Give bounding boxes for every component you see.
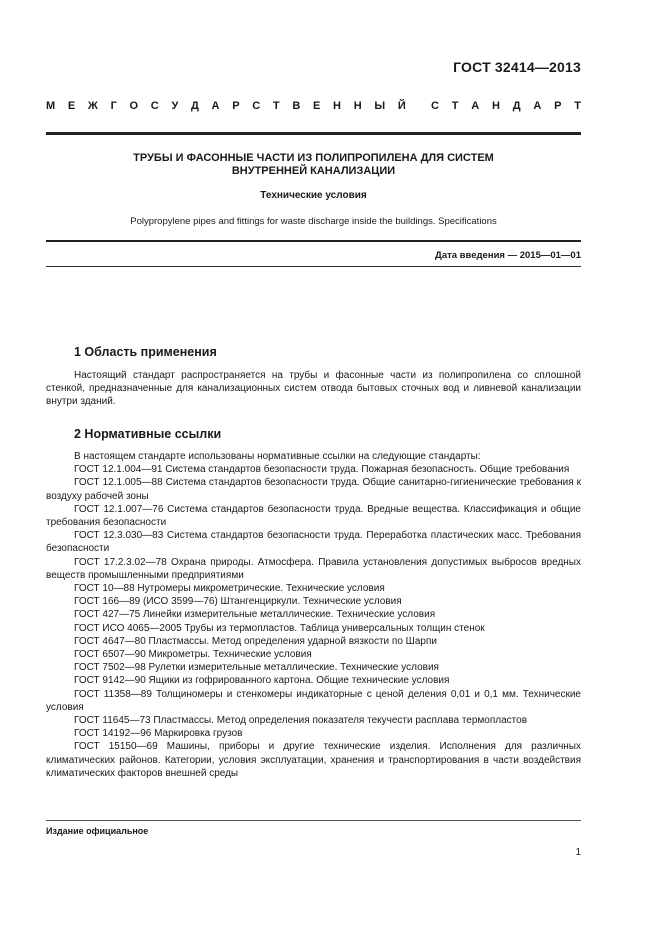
banner-letter: У xyxy=(171,100,179,112)
official-edition-label: Издание официальное xyxy=(46,826,149,836)
references-list xyxy=(46,450,581,780)
standard-number: ГОСТ 32414—2013 xyxy=(453,59,581,75)
introduction-date: Дата введения — 2015—01—01 xyxy=(435,250,581,261)
reference-item: ГОСТ 17.2.3.02—78 Охрана природы. Атмосфера. Правила установления допустимых выбросов вредных веществ промышленными предприятиями xyxy=(46,556,581,581)
banner-letter: Й xyxy=(397,100,406,112)
title-line-1: ТРУБЫ И ФАСОННЫЕ ЧАСТИ ИЗ ПОЛИПРОПИЛЕНА ДЛЯ СИСТЕМ xyxy=(133,152,494,164)
document-title xyxy=(46,152,581,178)
reference-item: ГОСТ 6507—90 Микрометры. Технические условия xyxy=(74,649,312,661)
banner-letter: В xyxy=(292,100,301,112)
banner-letter: Н xyxy=(353,100,362,112)
banner-letter: Н xyxy=(333,100,341,112)
reference-item: ГОСТ 12.1.007—76 Система стандартов безопасности труда. Вредные вещества. Классификация и общие требования безопасности xyxy=(46,503,581,529)
banner-letter: Е xyxy=(67,100,76,112)
title-line-2: ВНУТРЕННЕЙ КАНАЛИЗАЦИИ xyxy=(231,165,396,177)
banner-letter: Т xyxy=(574,100,581,112)
banner-letter: Ы xyxy=(374,100,386,112)
reference-item: ГОСТ 10—88 Нутромеры микрометрические. Технические условия xyxy=(74,583,385,595)
reference-item: ГОСТ 15150—69 Машины, приборы и другие технические изделия. Исполнения для различных климатических районов. Категории, условия эксплуатации, хранения и транспортирования в части воздействия климатических факторов внешней среды xyxy=(46,741,581,779)
standard-banner xyxy=(46,100,581,112)
banner-letter: М xyxy=(46,100,56,112)
banner-letter: А xyxy=(211,100,220,112)
banner-letter: Е xyxy=(313,100,321,112)
section-1-text xyxy=(46,369,581,409)
banner-letter: А xyxy=(471,100,480,112)
reference-item: ГОСТ ИСО 4065—2005 Трубы из термопластов. Таблица универсальных толщин стенок xyxy=(74,622,485,634)
date-divider xyxy=(46,266,581,267)
banner-letter: Т xyxy=(272,100,280,112)
banner-word-interstate xyxy=(46,100,406,112)
banner-letter: А xyxy=(533,100,542,112)
reference-item: ГОСТ 11645—73 Пластмассы. Метод определения показателя текучести расплава термопластов xyxy=(74,715,528,727)
banner-letter: Г xyxy=(110,100,117,112)
banner-letter: Т xyxy=(451,100,459,112)
title-divider xyxy=(46,240,581,242)
banner-letter: С xyxy=(431,100,439,112)
reference-item: ГОСТ 11358—89 Толщиномеры и стенкомеры индикаторные с ценой деления 0,01 и 0,1 мм. Технические условия xyxy=(46,688,581,713)
header-divider xyxy=(46,132,581,135)
english-title: Polypropylene pipes and fittings for waste discharge inside the buildings. Specifications xyxy=(130,216,497,227)
section-1-paragraph: Настоящий стандарт распространяется на трубы и фасонные части из полипропилена со сплошной стенкой, предназначенные для канализационных систем отвода бытовых сточных вод и ливневой канализации внутри зданий. xyxy=(46,370,581,408)
references-intro: В настоящем стандарте использованы нормативные ссылки на следующие стандарты: xyxy=(74,451,481,462)
banner-letter: С xyxy=(252,100,261,112)
reference-item: ГОСТ 9142—90 Ящики из гофрированного картона. Общие технические условия xyxy=(74,675,450,687)
section-1-heading: 1 Область применения xyxy=(74,345,217,359)
reference-item: ГОСТ 14192—96 Маркировка грузов xyxy=(74,728,243,740)
banner-letter: Н xyxy=(491,100,500,112)
banner-letter: О xyxy=(129,100,139,112)
banner-letter: Ж xyxy=(87,100,98,112)
banner-letter: Д xyxy=(512,100,521,112)
reference-item: ГОСТ 7502—98 Рулетки измерительные металлические. Технические условия xyxy=(74,662,439,674)
document-subtitle: Технические условия xyxy=(260,190,367,201)
reference-item: ГОСТ 12.1.004—91 Система стандартов безопасности труда. Пожарная безопасность. Общие требования xyxy=(74,464,570,476)
banner-word-standard xyxy=(431,100,581,112)
reference-item: ГОСТ 166—89 (ИСО 3599—76) Штангенциркули. Технические условия xyxy=(74,596,402,608)
section-2-heading: 2 Нормативные ссылки xyxy=(74,427,222,441)
footer-divider xyxy=(46,820,581,821)
page-number: 1 xyxy=(575,847,581,858)
banner-letter: Р xyxy=(554,100,562,112)
banner-letter: Д xyxy=(191,100,199,112)
reference-item: ГОСТ 4647—80 Пластмассы. Метод определения ударной вязкости по Шарпи xyxy=(74,635,437,647)
reference-item: ГОСТ 427—75 Линейки измерительные металлические. Технические условия xyxy=(74,609,436,621)
reference-item: ГОСТ 12.1.005—88 Система стандартов безопасности труда. Общие санитарно-гигиенические требования к воздуху рабочей зоны xyxy=(46,477,581,502)
banner-letter: С xyxy=(150,100,159,112)
banner-letter: Р xyxy=(232,100,240,112)
reference-item: ГОСТ 12.3.030—83 Система стандартов безопасности труда. Переработка пластических масс. Требования безопасности xyxy=(46,530,581,555)
